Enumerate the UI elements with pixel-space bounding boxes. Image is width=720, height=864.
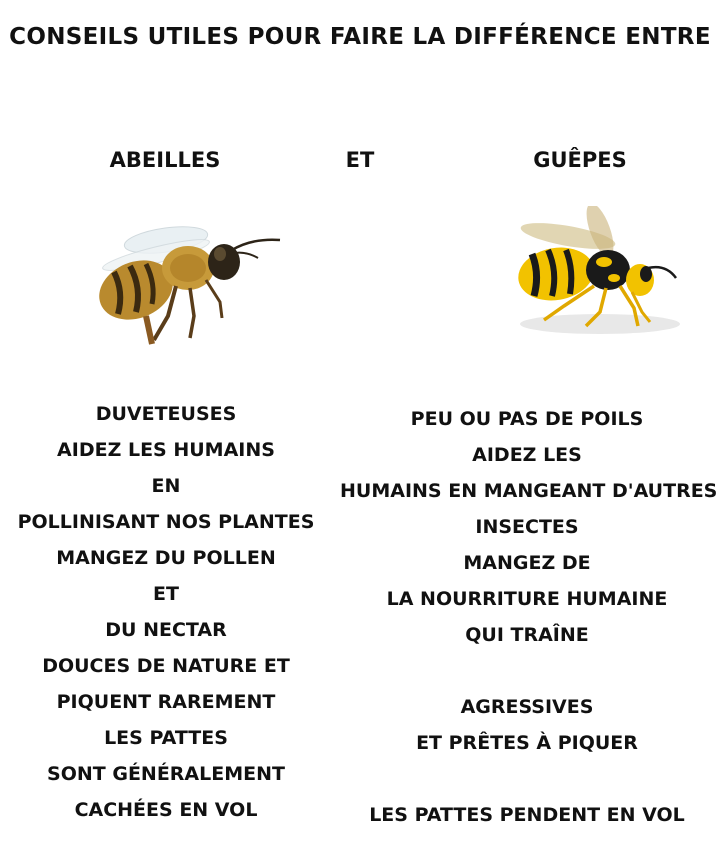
bees-traits-list [10, 396, 322, 828]
wasps-trait-line: ET PRÊTES À PIQUER [416, 732, 638, 754]
bees-trait-line: MANGEZ DU POLLEN [56, 547, 276, 569]
wasps-trait-line [340, 761, 714, 797]
bees-trait-line: DU NECTAR [105, 619, 227, 641]
wasps-trait-line: LA NOURRITURE HUMAINE [386, 588, 668, 610]
wasps-trait-line: INSECTES [475, 516, 579, 538]
bees-trait-line: AIDEZ LES HUMAINS [57, 439, 275, 461]
wasps-trait-line: AIDEZ LES [472, 444, 582, 466]
bees-trait-line: CACHÉES EN VOL [74, 799, 258, 821]
bees-trait-line: DUVETEUSES [95, 403, 237, 425]
bees-trait-line: SONT GÉNÉRALEMENT [47, 763, 285, 785]
wasps-heading: GUÊPES [533, 148, 627, 172]
bees-trait-line: POLLINISANT NOS PLANTES [17, 511, 315, 533]
bees-trait-line: DOUCES DE NATURE ET [42, 655, 290, 677]
and-heading: ET [345, 148, 375, 172]
wasp-illustration [490, 206, 690, 346]
wasps-trait-line: MANGEZ DE [463, 552, 591, 574]
bees-trait-line: LES PATTES [104, 727, 228, 749]
wasps-trait-line: LES PATTES PENDENT EN VOL [369, 804, 685, 826]
bees-heading: ABEILLES [109, 148, 221, 172]
wasps-trait-line: QUI TRAÎNE [465, 624, 589, 646]
wasps-trait-line: HUMAINS EN MANGEANT D'AUTRES [340, 480, 718, 502]
wasps-trait-line: AGRESSIVES [460, 696, 594, 718]
bee-illustration [86, 210, 296, 360]
wasps-traits-list [340, 401, 718, 833]
wasps-trait-line [340, 653, 714, 689]
wasps-trait-line: PEU OU PAS DE POILS [410, 408, 644, 430]
bees-trait-line: PIQUENT RAREMENT [56, 691, 276, 713]
bees-trait-line: EN [151, 475, 181, 497]
bees-trait-line: ET [153, 583, 179, 605]
page-title: CONSEILS UTILES POUR FAIRE LA DIFFÉRENCE ENTRE [9, 24, 711, 50]
